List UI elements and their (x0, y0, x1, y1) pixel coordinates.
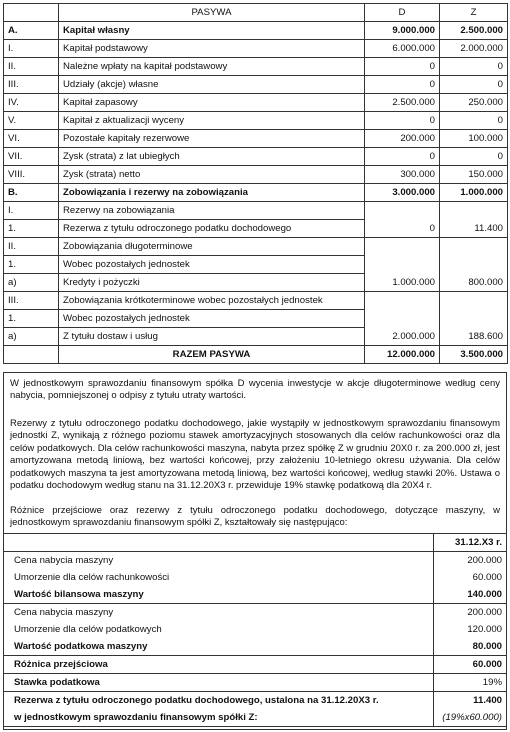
final-value: 11.400 (433, 692, 506, 710)
table-row (4, 220, 508, 238)
row-value-d: 0 (365, 58, 440, 76)
table-row (4, 274, 508, 292)
row-value-z: 188.600 (440, 328, 508, 346)
row-code: 1. (4, 310, 59, 328)
row-code: B. (4, 184, 59, 202)
row-value-d: 3.000.000 (365, 184, 440, 202)
row-value-d (365, 256, 440, 274)
row-value-z: 100.000 (440, 130, 508, 148)
row-label: Umorzenie dla celów podatkowych (14, 624, 162, 635)
row-value-z: 250.000 (440, 94, 508, 112)
row-code: VII. (4, 148, 59, 166)
row-value-d: 0 (365, 76, 440, 94)
row-value-z: 0 (440, 76, 508, 94)
machine-header-blank (4, 534, 433, 552)
row-value-z: 2.500.000 (440, 22, 508, 40)
table-row (4, 94, 508, 112)
machine-header-date: 31.12.X3 r. (433, 534, 506, 552)
row-code: a) (4, 274, 59, 292)
row-value-d: 2.000.000 (365, 328, 440, 346)
row-value: 60.000 (433, 656, 506, 674)
row-code: V. (4, 112, 59, 130)
row-value-d: 0 (365, 220, 440, 238)
row-value: 120.000 (433, 621, 506, 638)
row-value-d: 2.500.000 (365, 94, 440, 112)
row-value-z (440, 202, 508, 220)
row-value-z: 11.400 (440, 220, 508, 238)
table-row (4, 148, 508, 166)
final-row-line1 (4, 692, 506, 710)
table-row (4, 310, 508, 328)
table-row (4, 586, 506, 604)
row-label: Kapitał zapasowy (59, 94, 365, 112)
header-z: Z (440, 4, 508, 22)
row-value-z: 1.000.000 (440, 184, 508, 202)
row-code: I. (4, 202, 59, 220)
table-row (4, 76, 508, 94)
row-label: Zobowiązania krótkoterminowe wobec pozostałych jednostek (59, 292, 365, 310)
total-code-cell (4, 346, 59, 364)
row-value-d (365, 292, 440, 310)
total-value-z: 3.500.000 (440, 346, 508, 364)
row-value: 19% (433, 674, 506, 692)
row-label: Cena nabycia maszyny (4, 604, 433, 622)
row-label: Wobec pozostałych jednostek (59, 256, 365, 274)
row-label: Stawka podatkowa (4, 674, 433, 692)
table-row (4, 130, 508, 148)
row-value-z (440, 310, 508, 328)
notes-box (3, 372, 507, 730)
row-label: Rezerwa z tytułu odroczonego podatku dochodowego (59, 220, 365, 238)
row-label: Pozostałe kapitały rezerwowe (59, 130, 365, 148)
table-row (4, 40, 508, 58)
row-label: Wartość podatkowa maszyny (4, 638, 433, 656)
row-value-d: 1.000.000 (365, 274, 440, 292)
row-label: Wartość bilansowa maszyny (4, 586, 433, 604)
row-value-d: 0 (365, 148, 440, 166)
row-code: 1. (4, 256, 59, 274)
table-row (4, 58, 508, 76)
row-code: VI. (4, 130, 59, 148)
row-value-z: 2.000.000 (440, 40, 508, 58)
row-label: Różnica przejściowa (4, 656, 433, 674)
final-formula: (19%x60.000) (433, 709, 506, 727)
table-row (4, 328, 508, 346)
header-d: D (365, 4, 440, 22)
table-row (4, 166, 508, 184)
table-row (4, 621, 506, 638)
row-value: 60.000 (433, 569, 506, 586)
row-code: II. (4, 58, 59, 76)
table-row (4, 656, 506, 674)
row-code: III. (4, 292, 59, 310)
row-label: Cena nabycia maszyny (4, 552, 433, 570)
note-paragraph-3: Różnice przejściowe oraz rezerwy z tytułu odroczonego podatku dochodowego, dotyczące maszyny, w jednostkowym sprawozdaniu finansowym spółki Z, kształtowały się następująco: (10, 505, 500, 529)
total-row (4, 346, 508, 364)
note-paragraph-2: Rezerwy z tytułu odroczonego podatku dochodowego, jakie wystąpiły w jednostkowym sprawozdaniu finansowym jednostki Z, wynikają z różnego poziomu stawek amortyzacyjnych stosowanych dla celów rachunkowości oraz dla celów podatkowych. Dla celów rachunkowości maszyna, nabyta przez spółkę Z w grudniu 20X0 r. za 200.000 zł, jest amortyzowana metodą liniową, bez wartości końcowej, przy założeniu 10-letniego okresu używania. Dla celów podatkowych maszyna ta jest amortyzowana metodą liniową, bez wartości końcowej, według stawki 20%. Ustawa o podatku dochodowym według stanu na 31.12.20X3 r. przewiduje 19% stawkę podatkową dla 20X4 r. (10, 418, 500, 492)
row-code: II. (4, 238, 59, 256)
row-label: Rezerwy na zobowiązania (59, 202, 365, 220)
row-label: Kredyty i pożyczki (59, 274, 365, 292)
row-value-d (365, 310, 440, 328)
table-row (4, 112, 508, 130)
row-label: Udziały (akcje) własne (59, 76, 365, 94)
row-value-d (365, 202, 440, 220)
table-row (4, 552, 506, 570)
row-value-z (440, 292, 508, 310)
row-code: I. (4, 40, 59, 58)
row-value-d (365, 238, 440, 256)
machine-table (4, 533, 506, 727)
final-row-line2 (4, 709, 506, 727)
table-row (4, 292, 508, 310)
row-value: 200.000 (433, 604, 506, 622)
row-label: Kapitał podstawowy (59, 40, 365, 58)
table-row (4, 569, 506, 586)
row-value-z: 800.000 (440, 274, 508, 292)
row-code: VIII. (4, 166, 59, 184)
row-value-d: 6.000.000 (365, 40, 440, 58)
row-value-z: 0 (440, 148, 508, 166)
row-label: Wobec pozostałych jednostek (59, 310, 365, 328)
row-value-z (440, 238, 508, 256)
table-row (4, 638, 506, 656)
row-label: Zobowiązania i rezerwy na zobowiązania (59, 184, 365, 202)
row-label: Kapitał z aktualizacji wyceny (59, 112, 365, 130)
row-value-d: 300.000 (365, 166, 440, 184)
row-value-d: 200.000 (365, 130, 440, 148)
row-code: IV. (4, 94, 59, 112)
header-label: PASYWA (59, 4, 365, 22)
row-label: Zobowiązania długoterminowe (59, 238, 365, 256)
table-row (4, 184, 508, 202)
row-code: III. (4, 76, 59, 94)
row-value-z (440, 256, 508, 274)
row-value-z: 0 (440, 58, 508, 76)
total-value-d: 12.000.000 (365, 346, 440, 364)
total-label: RAZEM PASYWA (59, 346, 365, 364)
row-label: Zysk (strata) z lat ubiegłych (59, 148, 365, 166)
row-code: 1. (4, 220, 59, 238)
row-value-z: 150.000 (440, 166, 508, 184)
table-row (4, 604, 506, 622)
final-label-line2: w jednostkowym sprawozdaniu finansowym spółki Z: (4, 709, 433, 727)
header-code-cell (4, 4, 59, 22)
row-label: Umorzenie dla celów rachunkowości (14, 572, 170, 583)
note-paragraph-1: W jednostkowym sprawozdaniu finansowym spółka D wycenia inwestycje w akcje długoterminowe według ceny nabycia, pomniejszonej o odpisy z tytułu utraty wartości. (10, 378, 500, 402)
table-row (4, 22, 508, 40)
row-value-d: 9.000.000 (365, 22, 440, 40)
row-value: 140.000 (433, 586, 506, 604)
row-value: 200.000 (433, 552, 506, 570)
row-value: 80.000 (433, 638, 506, 656)
table-row (4, 238, 508, 256)
row-code: a) (4, 328, 59, 346)
liabilities-table (3, 3, 508, 364)
row-code: A. (4, 22, 59, 40)
table-row (4, 256, 508, 274)
table-row (4, 674, 506, 692)
row-label: Z tytułu dostaw i usług (59, 328, 365, 346)
liabilities-header-row (4, 4, 508, 22)
row-label: Zysk (strata) netto (59, 166, 365, 184)
row-value-z: 0 (440, 112, 508, 130)
final-label-line1: Rezerwa z tytułu odroczonego podatku dochodowego, ustalona na 31.12.20X3 r. (4, 692, 433, 710)
machine-header-row (4, 534, 506, 552)
table-row (4, 202, 508, 220)
row-value-d: 0 (365, 112, 440, 130)
row-label: Kapitał własny (59, 22, 365, 40)
row-label: Należne wpłaty na kapitał podstawowy (59, 58, 365, 76)
